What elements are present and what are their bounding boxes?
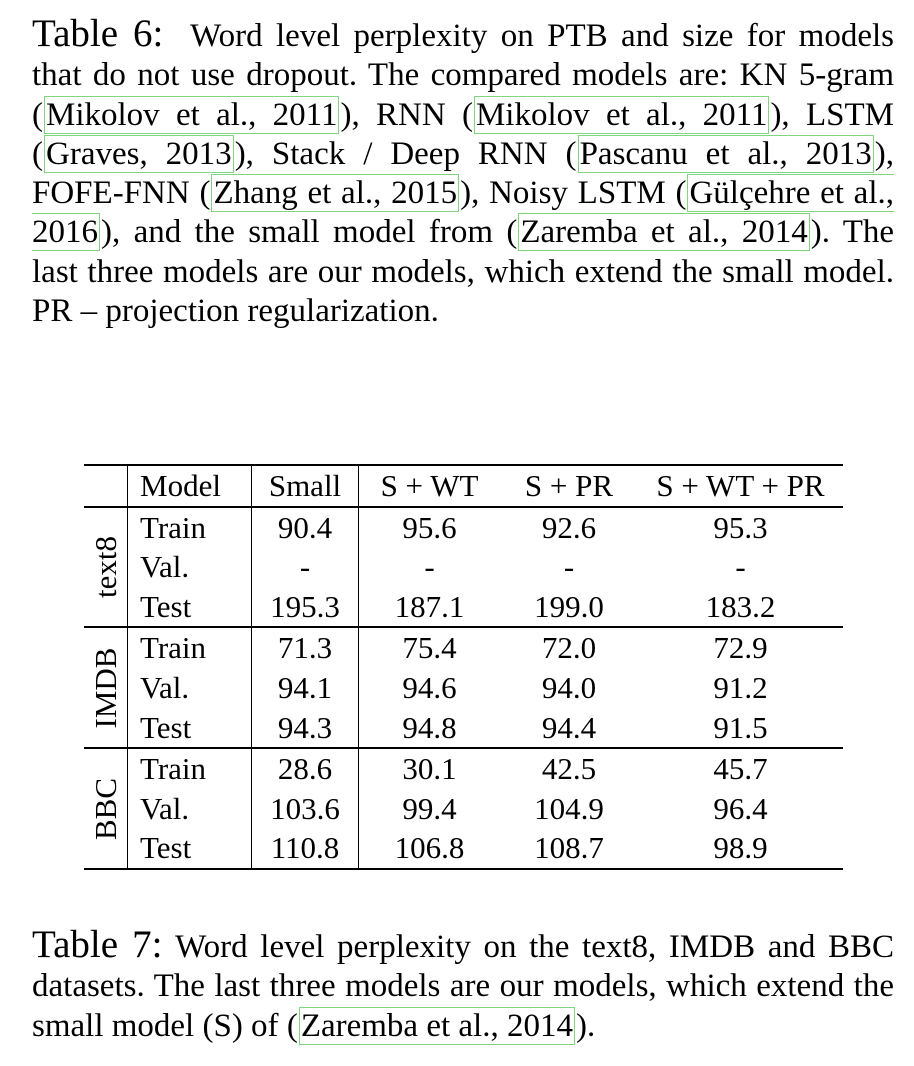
table-row (84, 587, 843, 628)
table-cell: 106.8 (394, 830, 465, 866)
row-label: Test (128, 828, 252, 869)
table-cell: 94.3 (252, 708, 359, 749)
table-cell: - (563, 549, 575, 585)
table-6-label: Table 6: (32, 12, 164, 55)
table-cell: 94.8 (402, 709, 457, 745)
header-cell (84, 465, 128, 507)
table-cell: 42.5 (541, 751, 597, 787)
caption-text: Word level perplexity on PTB and size for models that do not use dropout. The compared models are: KN 5-gram (32, 18, 895, 94)
table-cell: 94.1 (252, 668, 359, 708)
caption-text: Stack / Deep RNN (271, 135, 548, 172)
table-group (84, 748, 843, 869)
dataset-label: BBC (87, 777, 123, 840)
header-cell: S + WT (380, 468, 479, 503)
dataset-label: IMDB (87, 647, 123, 729)
table-cell: 104.9 (534, 790, 604, 826)
table-group (84, 507, 843, 628)
row-label: Train (128, 748, 252, 789)
header-cell: Model (128, 465, 252, 507)
table-7-label: Table 7: (32, 923, 163, 966)
table-cell: 195.3 (252, 587, 359, 628)
citation-link[interactable]: Gülçehre et al., 2016 (32, 175, 894, 251)
caption-text: RNN (376, 96, 446, 133)
dataset-cell (84, 507, 128, 628)
table-row (84, 789, 843, 829)
table-7-caption: Table 7: Word level perplexity on the text8, IMDB and BBC datasets. The last three models are our models, which extend the small model (S) of (Zaremba et al., 2014). (32, 923, 895, 1044)
row-label: Train (128, 627, 252, 668)
row-label: Test (128, 708, 252, 749)
table-cell: 28.6 (252, 748, 359, 789)
header-cell: S + PR (524, 468, 614, 503)
table-cell: - (424, 549, 435, 585)
table-cell: 90.4 (252, 507, 359, 548)
header-row (84, 465, 843, 507)
table-cell: 187.1 (394, 588, 465, 624)
table-cell: 95.6 (402, 509, 457, 545)
dataset-label: text8 (87, 535, 123, 598)
table-row (84, 668, 843, 708)
table-group (84, 627, 843, 748)
caption-text: LSTM (805, 96, 894, 133)
header-cell: Small (252, 465, 359, 507)
citation-link[interactable]: Mikolov et al., 2011 (46, 96, 338, 133)
citation-link[interactable]: Graves, 2013 (46, 135, 232, 172)
table-cell: 103.6 (252, 789, 359, 829)
caption-text: Noisy LSTM (489, 175, 666, 212)
table-6-caption: Table 6: Word level perplexity on PTB and size for models that do not use dropout. The compared models are: KN 5-gram (Mikolov et al., 2011), RNN (Mikolov et al., 2011), LSTM (Graves, 2013), Stack / Deep RNN (Pascanu et al., 2013), FOFE-FNN (Zhang et al., 2015), Noisy LSTM (Gülçehre et al., 2016), and the small model from (Zaremba et al., 2014). The last three models are our models, which extend the small model. PR – projection regularization. (32, 12, 895, 330)
header-cell: S + WT + PR (656, 468, 825, 503)
table-row (84, 708, 843, 749)
table-row (84, 627, 843, 668)
row-label: Val. (128, 668, 252, 708)
table-cell: 108.7 (534, 830, 604, 866)
table-cell: 99.4 (402, 790, 457, 826)
table-cell: 94.4 (541, 709, 597, 745)
caption-text: FOFE-FNN (32, 175, 190, 212)
table-cell: 91.5 (713, 709, 768, 745)
citation-link[interactable]: Mikolov et al., 2011 (475, 96, 768, 133)
citation-link[interactable]: Pascanu et al., 2013 (579, 135, 872, 172)
table-cell: 96.4 (713, 790, 768, 826)
table-cell: 45.7 (713, 751, 768, 787)
caption-text: The last three models are our models, which extend the small model. PR – projection regularization. (32, 214, 895, 330)
table-row (84, 748, 843, 789)
table-row (84, 828, 843, 869)
table-cell: 183.2 (705, 588, 776, 624)
perplexity-table (84, 464, 843, 870)
table-cell: 94.0 (541, 669, 597, 705)
table-cell: 95.3 (713, 509, 768, 545)
table-cell: 92.6 (541, 509, 597, 545)
table-cell: 91.2 (713, 669, 768, 705)
row-label: Val. (128, 789, 252, 829)
table-cell: 98.9 (713, 830, 768, 866)
dataset-cell (84, 627, 128, 748)
row-label: Val. (128, 547, 252, 587)
table-cell: 30.1 (402, 751, 457, 787)
caption-text: . (586, 1007, 596, 1044)
caption-text: Word level perplexity on the text8, IMDB and BBC datasets. The last three models are our models, which extend the small model (S) of (32, 929, 895, 1044)
table-row (84, 507, 843, 548)
table-cell: 71.3 (252, 627, 359, 668)
caption-text: and the small model from (133, 214, 493, 251)
citation-link[interactable]: Zaremba et al., 2014 (300, 1007, 573, 1044)
table-cell: 110.8 (252, 828, 359, 869)
table-cell: 75.4 (402, 630, 457, 666)
citation-link[interactable]: Zaremba et al., 2014 (520, 214, 808, 251)
table-row (84, 547, 843, 587)
table-cell: 72.9 (713, 630, 768, 666)
table-cell: - (735, 549, 746, 585)
table-cell: 199.0 (534, 588, 604, 624)
results-table (84, 464, 843, 870)
table-cell: 94.6 (402, 669, 457, 705)
citation-link[interactable]: Zhang et al., 2015 (213, 175, 458, 212)
row-label: Test (128, 587, 252, 628)
row-label: Train (128, 507, 252, 548)
table-cell: - (252, 547, 359, 587)
table-cell: 72.0 (541, 630, 597, 666)
dataset-cell (84, 748, 128, 869)
